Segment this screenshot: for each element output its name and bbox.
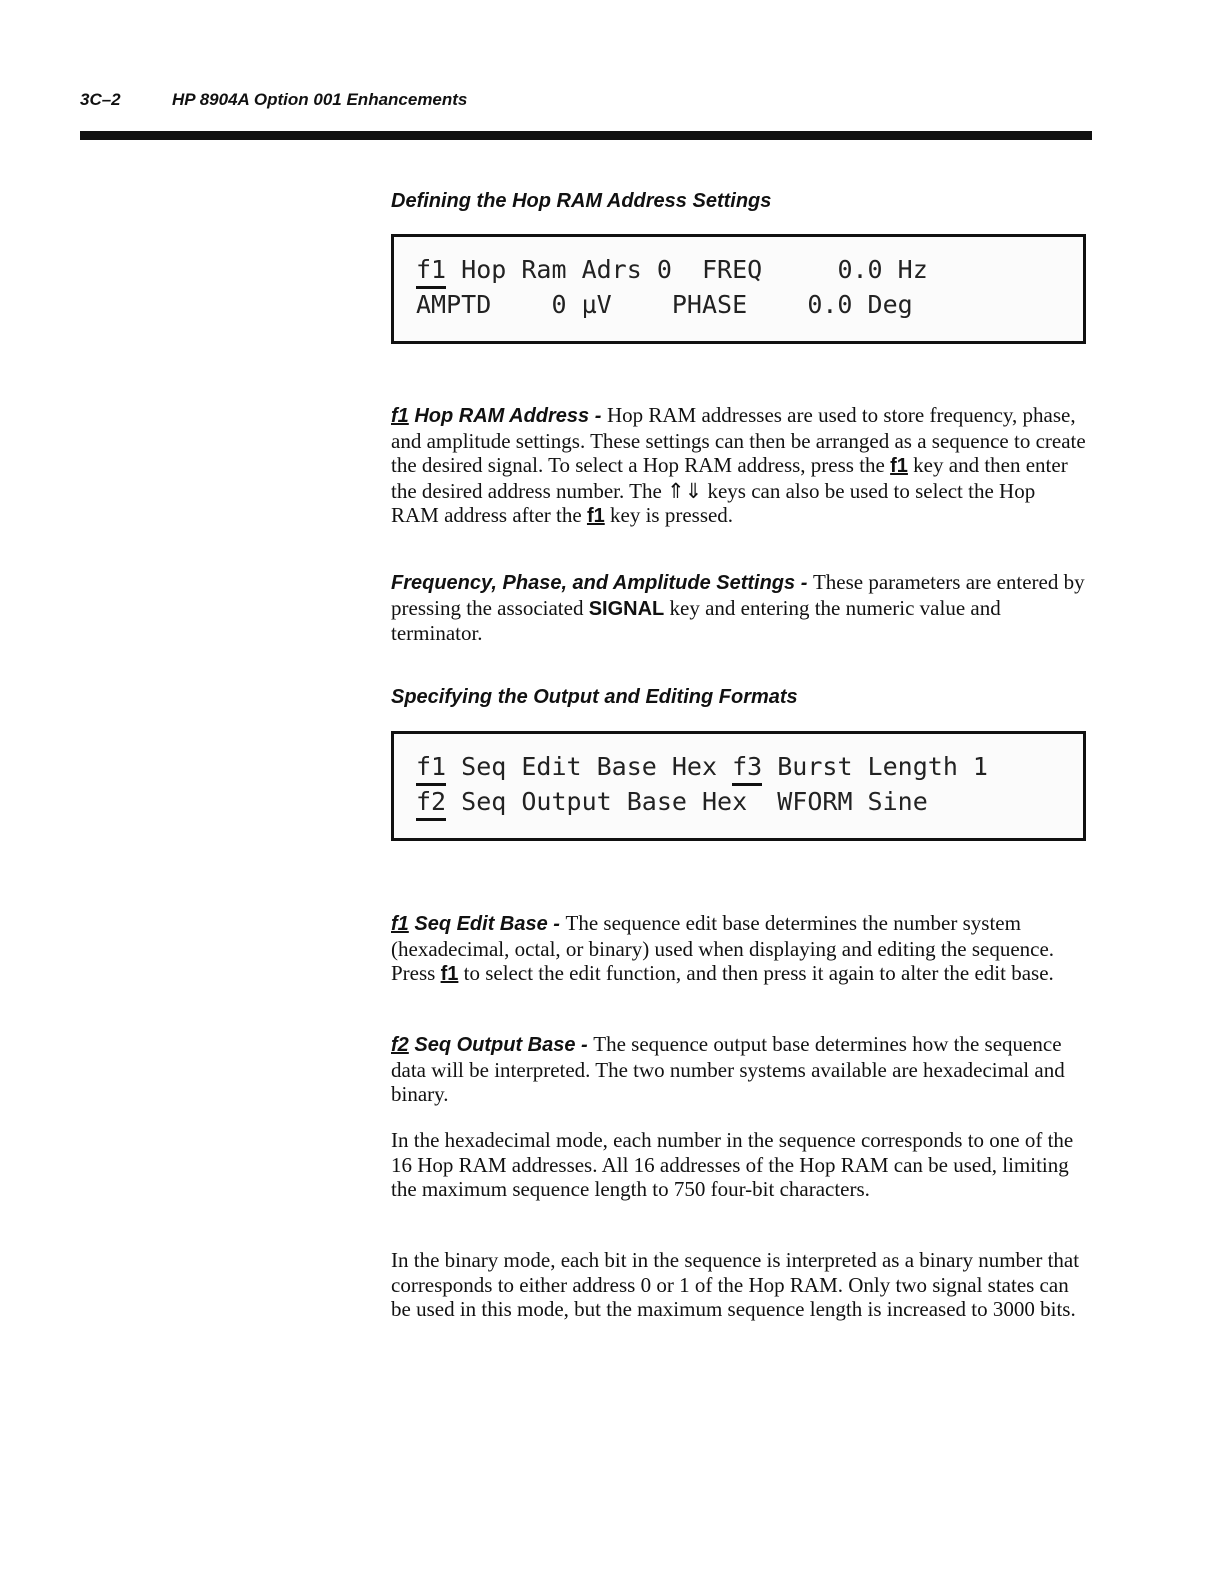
body-text: Hop RAM addresses are used to store frequency, phase, and amplitude settings. These settings can then be arranged as a sequence to create the desired signal. To select a Hop RAM address, press the [391, 403, 1086, 477]
paragraph-hexadecimal-mode [391, 1128, 1086, 1202]
display-softkey-f1: f1 [416, 752, 447, 781]
body-text: key and entering the numeric value and terminator. [391, 595, 1001, 645]
header-rule [80, 131, 1092, 140]
body-text: These parameters are entered by pressing the associated [391, 570, 1085, 620]
paragraph-lead: Frequency, Phase, and Amplitude Settings - [391, 572, 813, 594]
lead-key: f1 [391, 913, 409, 935]
display-softkey-f3: f3 [732, 752, 763, 781]
display-line-1-text: Hop Ram Adrs 0 FREQ 0.0 Hz [446, 255, 928, 284]
paragraph-lead [391, 405, 607, 427]
key-f1: f1 [440, 963, 459, 985]
key-f1: f1 [586, 505, 605, 527]
lead-text: Seq Edit Base - [408, 913, 566, 935]
sequence-format-display-panel [391, 731, 1086, 841]
lead-text: Hop RAM Address - [408, 405, 607, 427]
display-line-2: AMPTD 0 µV PHASE 0.0 Deg [416, 290, 913, 319]
display-line-1-text-a: Seq Edit Base Hex [446, 752, 733, 781]
paragraph-binary-mode [391, 1248, 1086, 1322]
body-text: to select the edit function, and then press it again to alter the edit base. [458, 961, 1054, 985]
display-softkey-f2: f2 [416, 787, 447, 816]
lead-text: Seq Output Base - [408, 1034, 594, 1056]
page-number: 3C–2 [80, 90, 121, 109]
body-text: key is pressed. [604, 503, 734, 527]
display-line-2 [416, 787, 928, 816]
hop-ram-display-panel [391, 234, 1086, 344]
display-line-1 [416, 255, 928, 284]
paragraph-seq-edit-base [391, 911, 1086, 987]
display-line-1-text-b: Burst Length 1 [762, 752, 988, 781]
lead-key: f2 [391, 1034, 409, 1056]
running-header [80, 90, 467, 110]
section-title-hop-ram: Defining the Hop RAM Address Settings [391, 190, 772, 212]
body-text: In the binary mode, each bit in the sequence is interpreted as a binary number that corresponds to either address 0 or 1 of the Hop RAM. Only two signal states can be used in this mode, but the maximum sequence length is increased to 3000 bits. [391, 1248, 1080, 1321]
body-text: The sequence edit base determines the number system (hexadecimal, octal, or binary) used when displaying and editing the sequence. Press [391, 911, 1055, 985]
section-title-output-editing: Specifying the Output and Editing Formats [391, 686, 798, 708]
paragraph-lead [391, 1034, 593, 1056]
running-title: HP 8904A Option 001 Enhancements [172, 90, 468, 109]
body-text: In the hexadecimal mode, each number in the sequence corresponds to one of the 16 Hop RAM addresses. All 16 addresses of the Hop RAM can be used, limiting the maximum sequence length to 750 four-bit characters. [391, 1128, 1074, 1201]
display-line-1 [416, 752, 988, 781]
body-text: The sequence output base determines how the sequence data will be interpreted. The two number systems available are hexadecimal and binary. [391, 1032, 1065, 1106]
paragraph-lead [391, 913, 566, 935]
display-softkey-f1: f1 [416, 255, 447, 284]
key-f1: f1 [890, 455, 908, 477]
paragraph-hop-ram-address [391, 403, 1086, 529]
paragraph-seq-output-base [391, 1032, 1086, 1107]
lead-key: f1 [391, 405, 409, 427]
display-line-2-text: Seq Output Base Hex WFORM Sine [446, 787, 928, 816]
body-text: key and then enter the desired address number. The ⇑⇓ keys can also be used to select the Hop RAM address after the [391, 453, 1068, 527]
paragraph-freq-phase-amplitude [391, 570, 1086, 646]
key-signal: SIGNAL [588, 597, 665, 620]
